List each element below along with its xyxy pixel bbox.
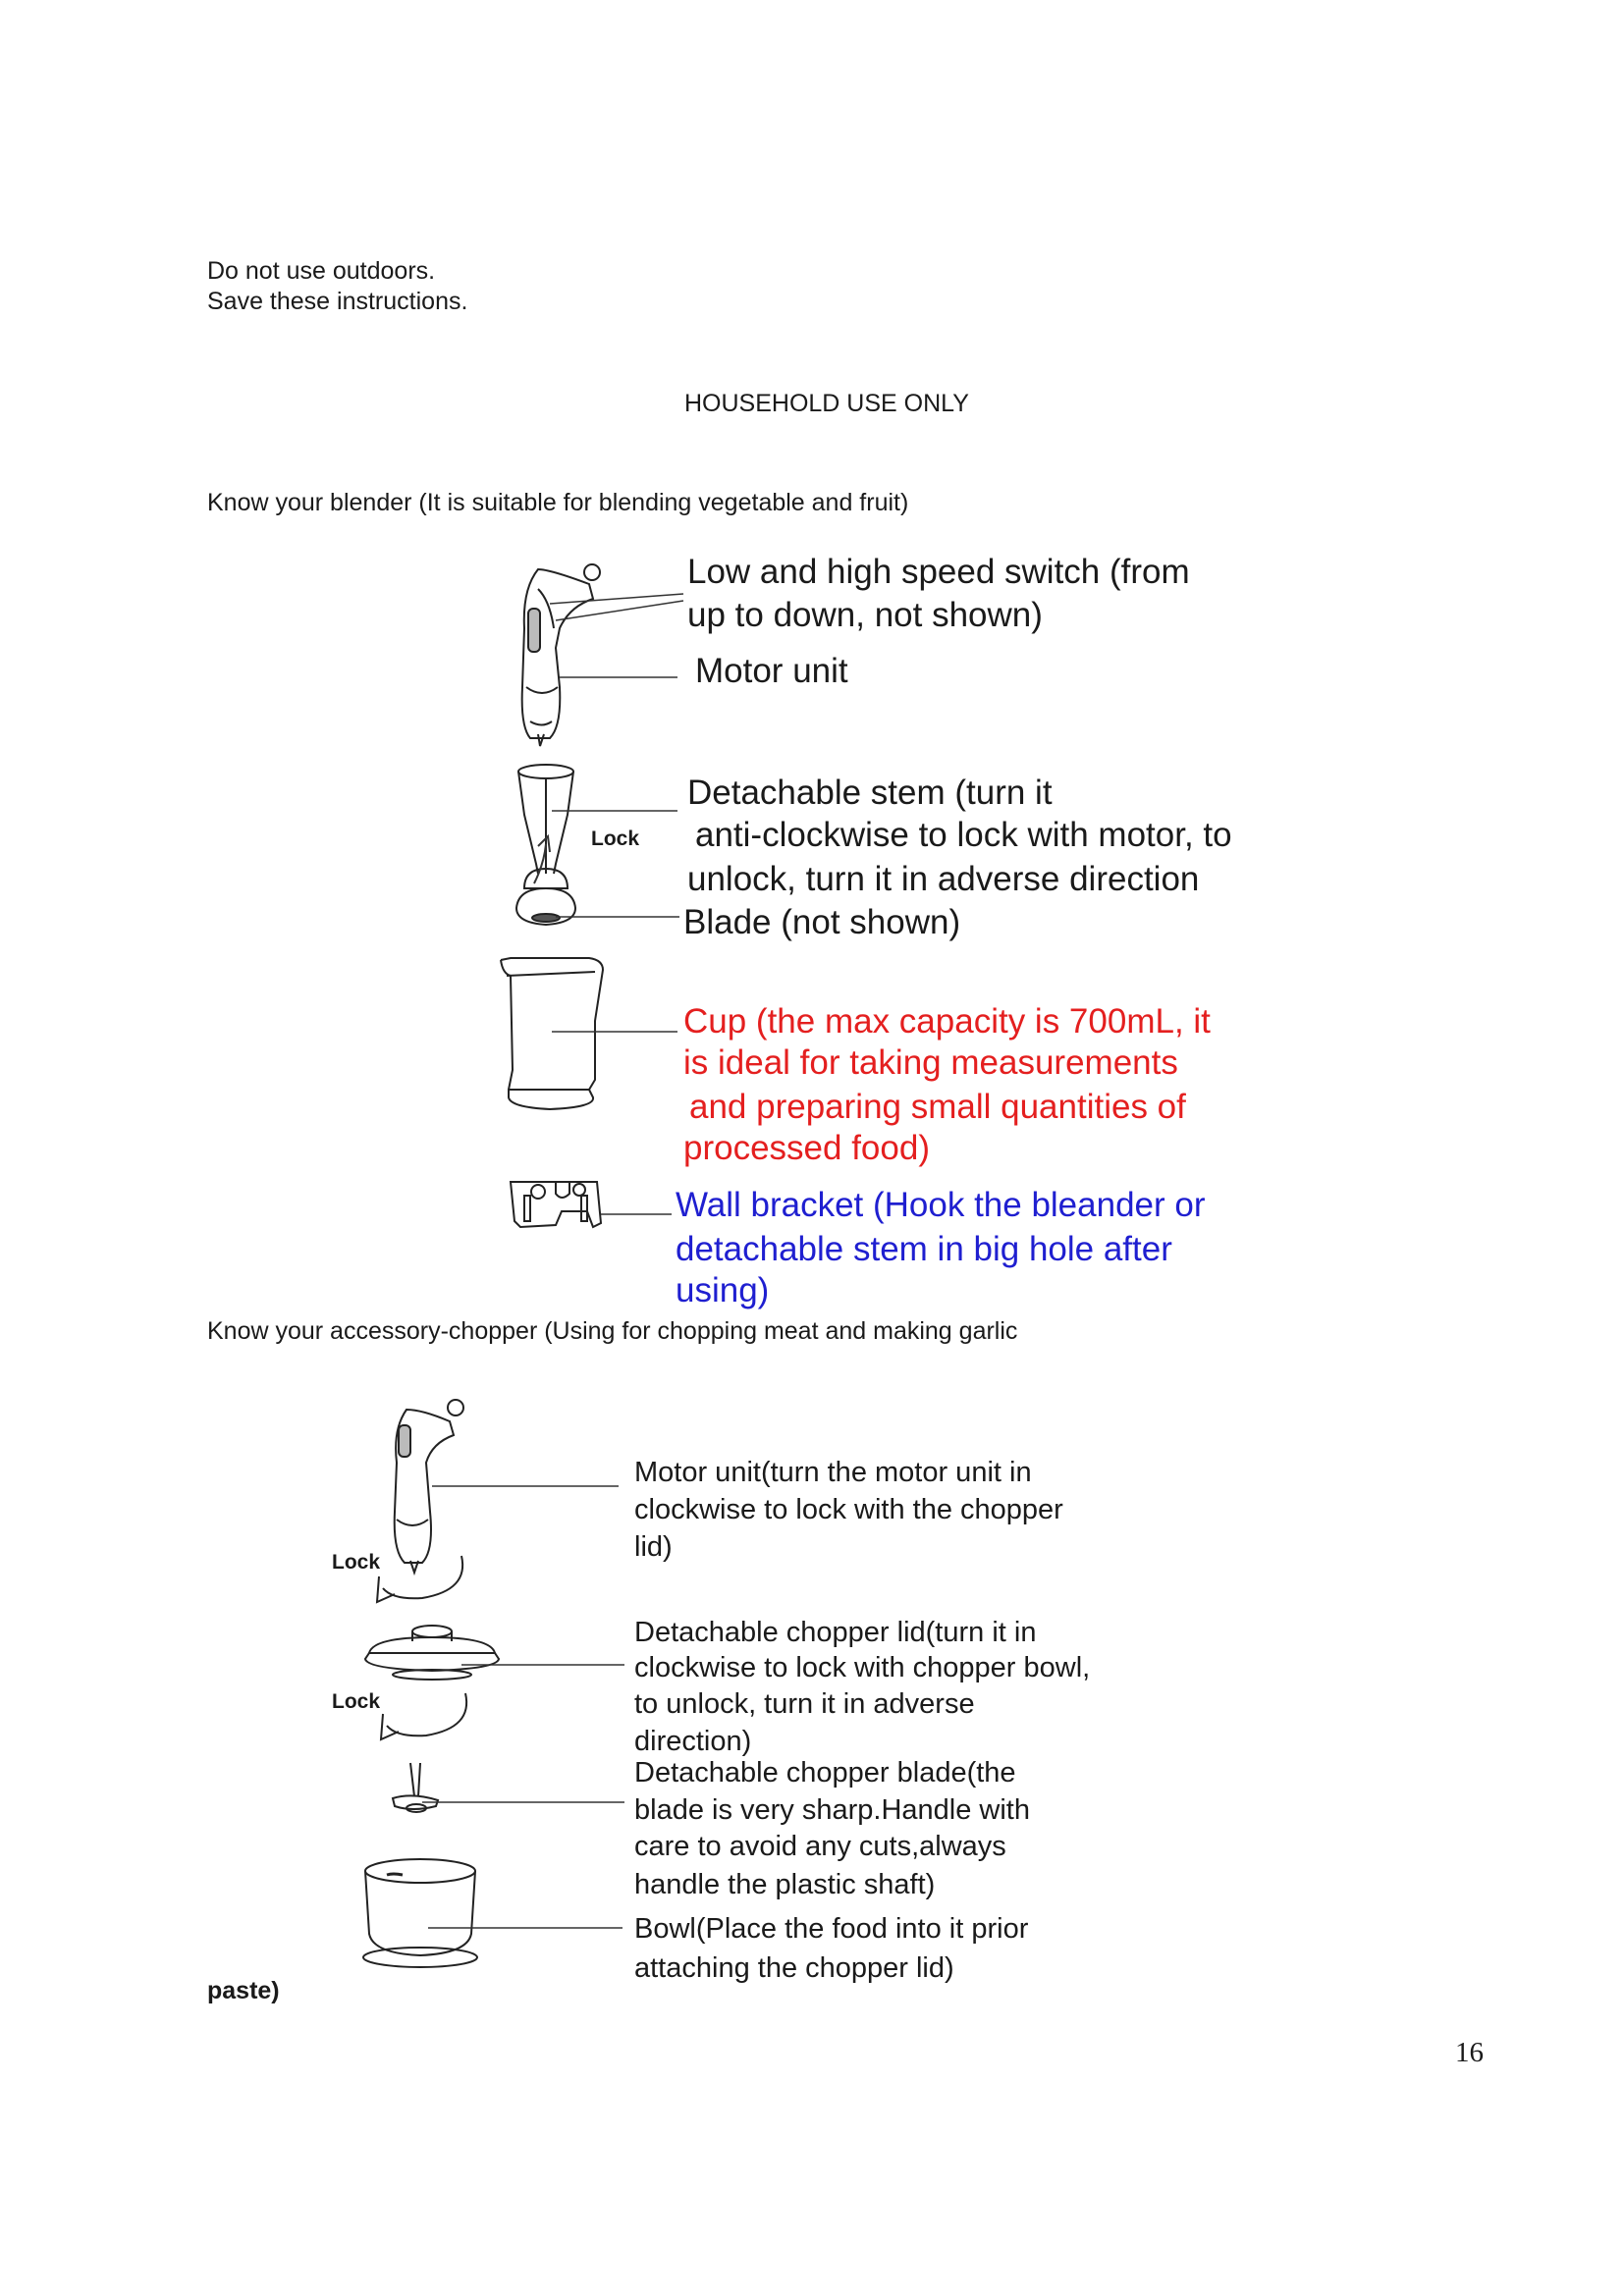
label-chopper-blade-line1: Detachable chopper blade(the [634,1757,1016,1789]
notice-save-instructions: Save these instructions. [207,288,468,315]
label-cup-line2: is ideal for taking measurements [683,1043,1178,1082]
label-chopper-bowl-line2: attaching the chopper lid) [634,1952,954,1984]
page-heading: HOUSEHOLD USE ONLY [684,390,969,417]
lock-label-motor: Lock [332,1551,381,1574]
label-chopper-motor-line1: Motor unit(turn the motor unit in [634,1457,1032,1488]
label-cup-line1: Cup (the max capacity is 700mL, it [683,1002,1211,1041]
label-chopper-lid-line2: clockwise to lock with chopper bowl, [634,1652,1091,1683]
label-speed-switch-line2: up to down, not shown) [687,596,1043,634]
chopper-lid-illustration [365,1626,499,1680]
wall-bracket-illustration [511,1182,601,1227]
page-number: 16 [1455,2037,1484,2068]
cup-illustration [501,958,603,1109]
label-chopper-lid-line1: Detachable chopper lid(turn it in [634,1617,1037,1648]
notice-outdoors: Do not use outdoors. [207,257,436,285]
label-cup-line3: and preparing small quantities of [689,1088,1186,1126]
label-chopper-motor-line2: clockwise to lock with the chopper [634,1494,1063,1525]
label-wall-bracket-line1: Wall bracket (Hook the bleander or [676,1186,1206,1224]
label-chopper-blade-line4: handle the plastic shaft) [634,1869,936,1900]
label-chopper-blade-line2: blade is very sharp.Handle with [634,1794,1030,1826]
blender-motor-unit-illustration [522,564,600,746]
label-stem-line1: Detachable stem (turn it [687,774,1053,812]
lock-label-lid: Lock [332,1690,381,1713]
label-cup-line4: processed food) [683,1129,930,1167]
label-wall-bracket-line2: detachable stem in big hole after [676,1230,1172,1268]
chopper-intro: Know your accessory-chopper (Using for chopping meat and making garlic [207,1317,1018,1345]
label-motor-unit: Motor unit [695,652,848,690]
blender-intro: Know your blender (It is suitable for blending vegetable and fruit) [207,489,909,516]
label-chopper-motor-line3: lid) [634,1531,673,1563]
label-chopper-lid-line4: direction) [634,1726,752,1757]
label-speed-switch-line1: Low and high speed switch (from [687,553,1190,591]
label-blade: Blade (not shown) [683,903,961,941]
chopper-intro-tail: paste) [207,1977,280,2004]
lock-label-stem: Lock [591,828,640,850]
label-chopper-lid-line3: to unlock, turn it in adverse [634,1688,975,1720]
label-stem-line2: anti-clockwise to lock with motor, to [695,816,1232,854]
label-stem-line3: unlock, turn it in adverse direction [687,860,1200,898]
chopper-blade-illustration [393,1763,438,1812]
chopper-bowl-illustration [363,1859,477,1967]
label-chopper-bowl-line1: Bowl(Place the food into it prior [634,1913,1029,1945]
label-wall-bracket-line3: using) [676,1271,770,1309]
label-chopper-blade-line3: care to avoid any cuts,always [634,1831,1006,1862]
